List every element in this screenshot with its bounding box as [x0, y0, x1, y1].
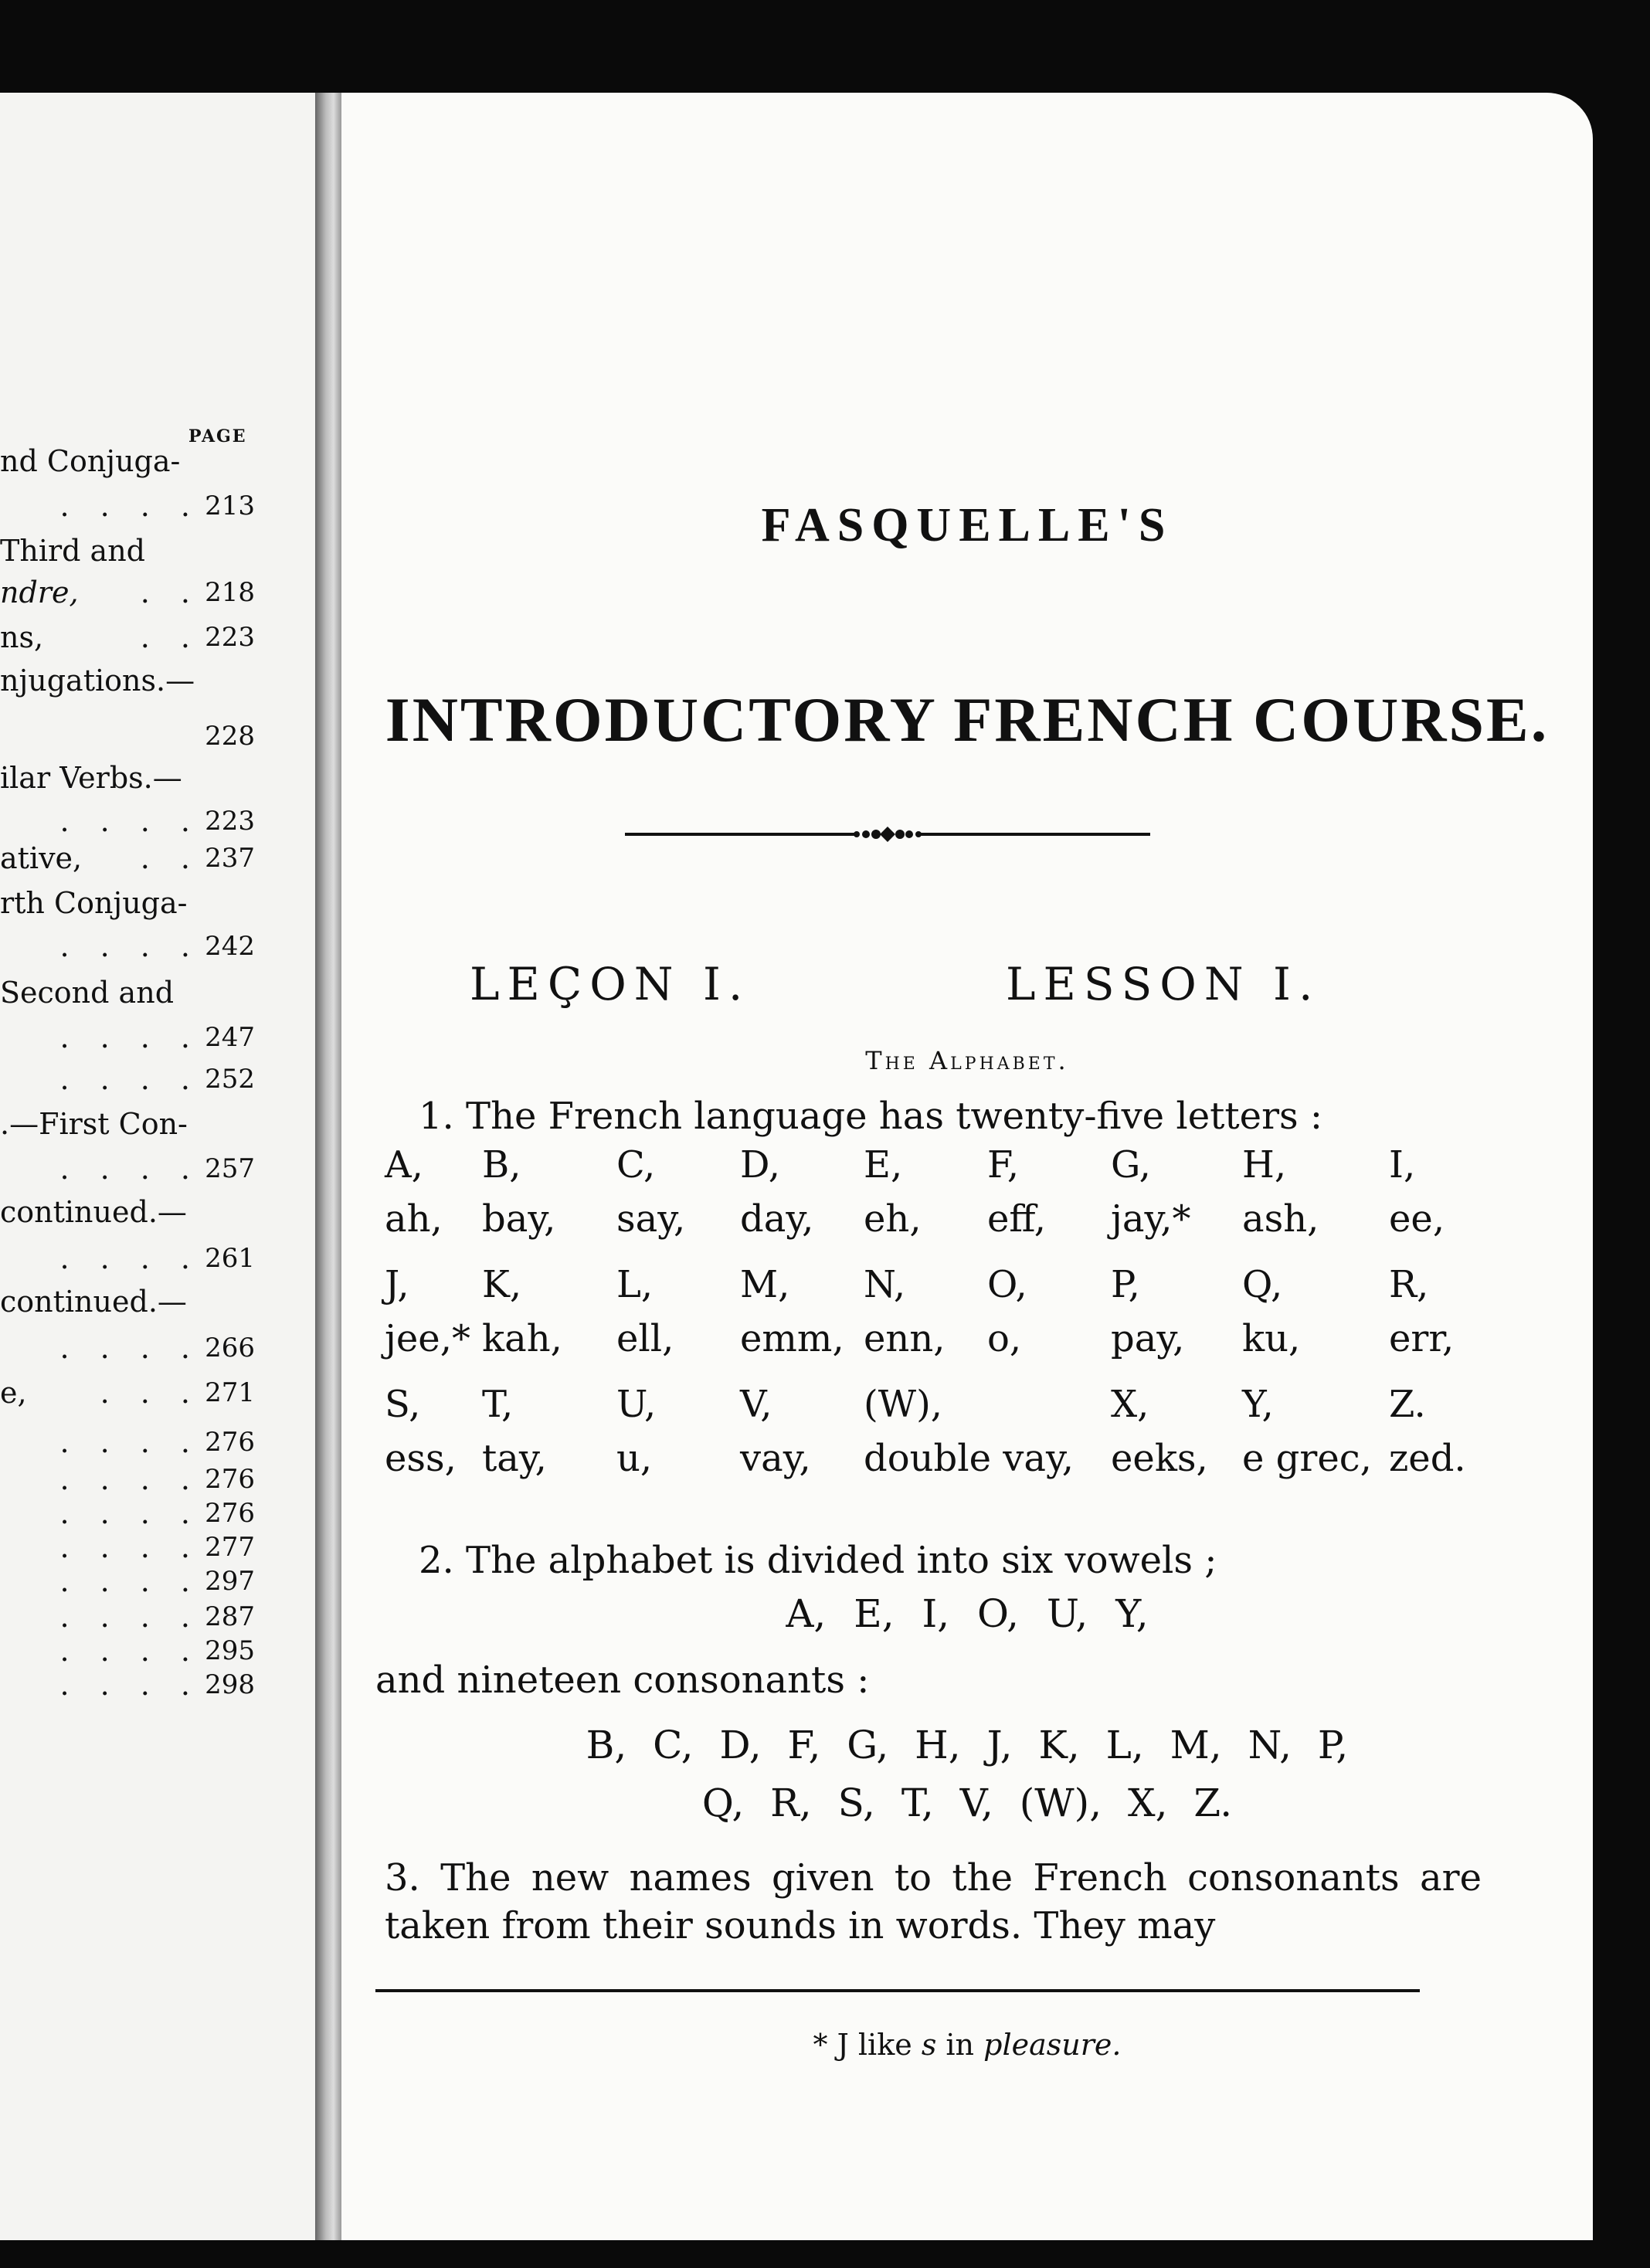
- toc-row: [0, 1060, 255, 1098]
- toc-row: [0, 973, 255, 1012]
- toc-row: [0, 1239, 255, 1278]
- lesson-heading-french: LEÇON I.: [470, 958, 751, 1010]
- toc-row-text: Second and: [0, 976, 175, 1010]
- alphabet-cell: Q,: [1242, 1263, 1283, 1306]
- toc-row-text: continued.—: [0, 1195, 187, 1229]
- toc-row: [0, 1597, 255, 1636]
- consonants-list-line-2: Q, R, S, T, V, (W), X, Z.: [701, 1781, 1233, 1825]
- toc-row-leader-dots: . . .: [100, 1376, 201, 1410]
- alphabet-cell: zed.: [1389, 1437, 1466, 1480]
- toc-row-page-number: 218: [205, 577, 255, 608]
- alphabet-cell: eh,: [864, 1197, 922, 1241]
- toc-row-page-number: 252: [205, 1064, 255, 1095]
- alphabet-cell: P,: [1111, 1263, 1140, 1306]
- toc-row-leader-dots: . .: [140, 620, 201, 654]
- alphabet-cell: ku,: [1242, 1317, 1301, 1360]
- toc-row-page-number: 247: [205, 1022, 255, 1053]
- toc-row: [0, 1193, 255, 1231]
- toc-row-page-number: 213: [205, 491, 255, 521]
- book-gutter: [315, 93, 341, 2240]
- toc-row: [0, 661, 255, 700]
- toc-row: [0, 1494, 255, 1533]
- footnote-prefix: * J like: [813, 2028, 922, 2062]
- alphabet-cell: T,: [482, 1383, 514, 1426]
- paragraph-1: 1. The French language has twenty-five letters :: [419, 1095, 1323, 1138]
- toc-row-page-number: 266: [205, 1333, 255, 1363]
- toc-row: [0, 487, 255, 525]
- toc-row-leader-dots: . . . .: [59, 1530, 201, 1564]
- footnote-letter: s: [921, 2028, 937, 2062]
- toc-row-text: ndre,: [0, 575, 79, 609]
- toc-row-page-number: 276: [205, 1498, 255, 1529]
- toc-row-leader-dots: . . . .: [59, 1462, 201, 1496]
- toc-row-leader-dots: . .: [140, 575, 201, 609]
- lesson-heading-english: LESSON I.: [1006, 958, 1321, 1010]
- alphabet-cell: ell,: [616, 1317, 674, 1360]
- toc-row-page-number: 228: [205, 721, 255, 752]
- alphabet-cell: say,: [616, 1197, 686, 1241]
- vowels-list: A, E, I, O, U, Y,: [786, 1591, 1149, 1636]
- toc-row: [0, 759, 255, 797]
- alphabet-cell: eeks,: [1111, 1437, 1208, 1480]
- alphabet-cell: jee,*: [385, 1317, 470, 1360]
- toc-row-leader-dots: . . . .: [59, 1062, 201, 1096]
- alphabet-cell: ess,: [385, 1437, 457, 1480]
- toc-row: [0, 1423, 255, 1462]
- alphabet-cell: R,: [1389, 1263, 1429, 1306]
- toc-row-text: nd Conjuga-: [0, 444, 181, 478]
- footnote-example-word: pleasure.: [983, 2028, 1122, 2062]
- toc-row: [0, 1373, 255, 1412]
- toc-row-page-number: 277: [205, 1532, 255, 1563]
- toc-row-page-number: 276: [205, 1464, 255, 1495]
- alphabet-cell: F,: [987, 1143, 1020, 1187]
- toc-row: [0, 618, 255, 657]
- toc-row-leader-dots: . . . .: [59, 1152, 201, 1186]
- toc-row: [0, 884, 255, 922]
- title-ornament-rule: [625, 819, 1150, 850]
- toc-row: [0, 1018, 255, 1057]
- toc-row-page-number: 242: [205, 931, 255, 962]
- alphabet-cell: X,: [1111, 1383, 1149, 1426]
- toc-row-text: ns,: [0, 620, 44, 654]
- footnote: [341, 2028, 1593, 2062]
- footnote-rule: [375, 1989, 1420, 1992]
- paragraph-3: 3. The new names given to the French consonants are taken from their sounds in words. They may: [385, 1856, 1482, 1947]
- previous-page-table-of-contents: [0, 93, 317, 2240]
- alphabet-cell: kah,: [482, 1317, 562, 1360]
- toc-row: [0, 927, 255, 966]
- toc-row-page-number: 276: [205, 1427, 255, 1458]
- alphabet-cell: A,: [385, 1143, 423, 1187]
- toc-page-column-header: PAGE: [188, 426, 247, 446]
- toc-row: [0, 1282, 255, 1321]
- alphabet-cell: ee,: [1389, 1197, 1445, 1241]
- alphabet-cell: B,: [482, 1143, 521, 1187]
- alphabet-cell: I,: [1389, 1143, 1416, 1187]
- alphabet-cell: pay,: [1111, 1317, 1185, 1360]
- alphabet-cell: vay,: [740, 1437, 811, 1480]
- toc-row-leader-dots: . . . .: [59, 1496, 201, 1530]
- alphabet-cell: tay,: [482, 1437, 547, 1480]
- alphabet-cell: E,: [864, 1143, 903, 1187]
- section-title: The Alphabet.: [865, 1046, 1069, 1075]
- alphabet-cell: N,: [864, 1263, 906, 1306]
- alphabet-cell: eff,: [987, 1197, 1047, 1241]
- alphabet-cell: U,: [616, 1383, 657, 1426]
- book-title-author: FASQUELLE'S: [761, 499, 1173, 552]
- toc-row: [0, 1329, 255, 1367]
- toc-row-page-number: 271: [205, 1377, 255, 1408]
- toc-row-text: Third and: [0, 534, 145, 568]
- toc-row: [0, 839, 255, 878]
- alphabet-cell: emm,: [740, 1317, 844, 1360]
- alphabet-cell: day,: [740, 1197, 814, 1241]
- toc-row: [0, 1665, 255, 1704]
- toc-row-text: e,: [0, 1376, 27, 1410]
- toc-row-page-number: 261: [205, 1243, 255, 1274]
- toc-row: [0, 1460, 255, 1499]
- toc-row: [0, 531, 255, 570]
- toc-row: [0, 442, 255, 480]
- alphabet-cell: G,: [1111, 1143, 1151, 1187]
- alphabet-cell: u,: [616, 1437, 653, 1480]
- alphabet-cell: S,: [385, 1383, 421, 1426]
- alphabet-cell: double vay,: [864, 1437, 1075, 1480]
- consonants-list-line-1: B, C, D, F, G, H, J, K, L, M, N, P,: [586, 1723, 1349, 1767]
- toc-row-leader-dots: . . . .: [59, 489, 201, 523]
- alphabet-cell: jay,*: [1111, 1197, 1191, 1241]
- toc-row-text: rth Conjuga-: [0, 886, 188, 920]
- toc-row: [0, 1528, 255, 1567]
- toc-row: [0, 1631, 255, 1670]
- toc-row-leader-dots: . . . .: [59, 804, 201, 838]
- toc-row-text: continued.—: [0, 1285, 187, 1319]
- alphabet-cell: Z.: [1389, 1383, 1426, 1426]
- toc-row-page-number: 287: [205, 1601, 255, 1632]
- toc-row-page-number: 297: [205, 1566, 255, 1597]
- alphabet-cell: o,: [987, 1317, 1022, 1360]
- toc-row-text: ative,: [0, 841, 83, 875]
- toc-row: [0, 1149, 255, 1188]
- current-page: [341, 93, 1593, 2240]
- book-title: INTRODUCTORY FRENCH COURSE.: [385, 684, 1550, 755]
- alphabet-cell: D,: [740, 1143, 781, 1187]
- alphabet-cell: Y,: [1242, 1383, 1274, 1426]
- toc-row-page-number: 223: [205, 622, 255, 653]
- paragraph-2: 2. The alphabet is divided into six vowels ;: [419, 1539, 1217, 1582]
- toc-row-leader-dots: . . . .: [59, 1241, 201, 1275]
- lesson-heading: [341, 958, 1593, 1027]
- alphabet-cell: (W),: [864, 1383, 943, 1426]
- toc-row-text: njugations.—: [0, 664, 195, 698]
- toc-row-page-number: 223: [205, 806, 255, 837]
- toc-row: [0, 573, 255, 612]
- toc-row-leader-dots: . . . .: [59, 1564, 201, 1598]
- alphabet-cell: O,: [987, 1263, 1027, 1306]
- toc-row-leader-dots: . . . .: [59, 1020, 201, 1054]
- alphabet-cell: bay,: [482, 1197, 556, 1241]
- toc-row-leader-dots: . . . .: [59, 1634, 201, 1668]
- alphabet-row: [385, 1143, 1528, 1190]
- toc-row-leader-dots: . . . .: [59, 1668, 201, 1702]
- toc-row-leader-dots: . . . .: [59, 1331, 201, 1365]
- alphabet-cell: enn,: [864, 1317, 946, 1360]
- toc-row-leader-dots: . . . .: [59, 929, 201, 963]
- toc-row-text: .—First Con-: [0, 1107, 188, 1141]
- toc-row-leader-dots: . . . .: [59, 1425, 201, 1459]
- toc-row-leader-dots: . .: [140, 841, 201, 875]
- toc-row: [0, 717, 255, 755]
- alphabet-cell: C,: [616, 1143, 656, 1187]
- alphabet-row: [385, 1263, 1528, 1309]
- alphabet-cell: K,: [482, 1263, 522, 1306]
- toc-row-page-number: 298: [205, 1669, 255, 1700]
- toc-row-text: ilar Verbs.—: [0, 761, 182, 795]
- toc-row-page-number: 295: [205, 1635, 255, 1666]
- paragraph-2-continued: and nineteen consonants :: [375, 1659, 870, 1702]
- alphabet-cell: ash,: [1242, 1197, 1319, 1241]
- toc-row-leader-dots: . . . .: [59, 1600, 201, 1634]
- alphabet-cell: J,: [385, 1263, 409, 1306]
- alphabet-cell: M,: [740, 1263, 790, 1306]
- alphabet-cell: err,: [1389, 1317, 1455, 1360]
- alphabet-cell: e grec,: [1242, 1437, 1372, 1480]
- toc-row-page-number: 237: [205, 843, 255, 874]
- alphabet-row: [385, 1437, 1528, 1483]
- toc-row: [0, 802, 255, 840]
- alphabet-cell: ah,: [385, 1197, 443, 1241]
- toc-row: [0, 1562, 255, 1601]
- toc-row-page-number: 257: [205, 1153, 255, 1184]
- alphabet-cell: L,: [616, 1263, 654, 1306]
- alphabet-row: [385, 1317, 1528, 1363]
- alphabet-cell: H,: [1242, 1143, 1287, 1187]
- toc-row: [0, 1105, 255, 1143]
- alphabet-row: [385, 1383, 1528, 1429]
- alphabet-row: [385, 1197, 1528, 1244]
- alphabet-cell: V,: [740, 1383, 772, 1426]
- footnote-mid: in: [936, 2028, 984, 2062]
